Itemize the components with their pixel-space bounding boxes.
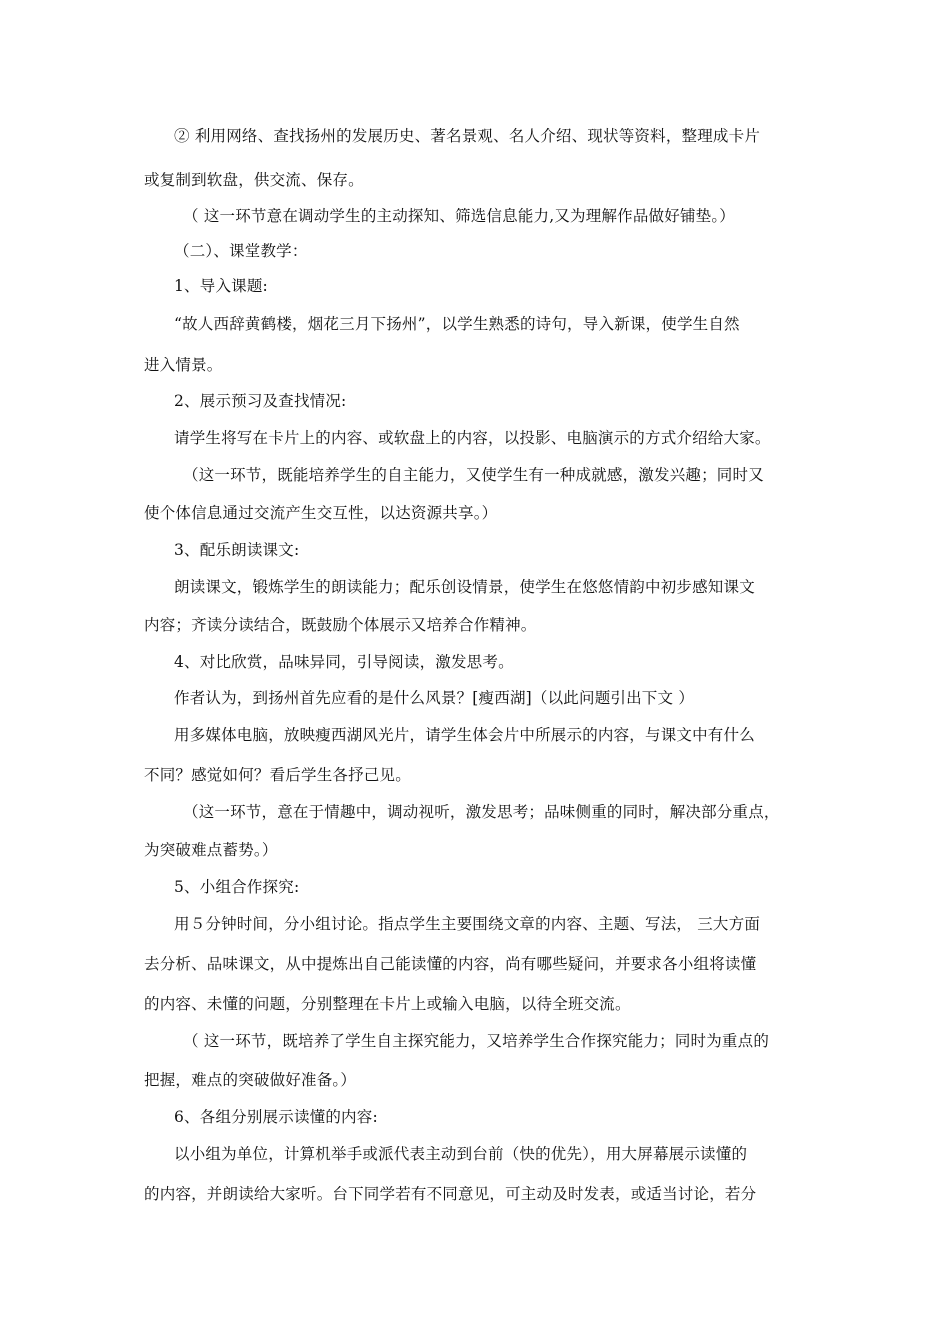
text-line: 内容；齐读分读结合，既鼓励个体展示又培养合作精神。 xyxy=(144,616,537,634)
text-line: 去分析、品味课文，从中提炼出自己能读懂的内容，尚有哪些疑问，并要求各小组将读懂 xyxy=(144,955,757,973)
text-line: 以小组为单位，计算机举手或派代表主动到台前（快的优先），用大屏幕展示读懂的 xyxy=(174,1145,748,1163)
text-line: （这一环节，意在于情趣中，调动视听，激发思考；品味侧重的同时，解决部分重点， xyxy=(183,803,780,821)
text-line: “故人西辞黄鹤楼，烟花三月下扬州”，以学生熟悉的诗句，导入新课，使学生自然 xyxy=(174,315,740,333)
text-line: 为突破难点蓄势。） xyxy=(144,841,278,859)
text-line: 5、小组合作探究: xyxy=(174,878,300,896)
text-line: 6、各组分别展示读懂的内容: xyxy=(174,1108,378,1126)
text-line: 4、对比欣赏，品味异同，引导阅读，激发思考。 xyxy=(174,653,514,671)
text-line: 3、配乐朗读课文: xyxy=(174,541,300,559)
text-line: 2、展示预习及查找情况: xyxy=(174,392,347,410)
text-line: 请学生将写在卡片上的内容、或软盘上的内容，以投影、电脑演示的方式介绍给大家。 xyxy=(174,429,771,447)
text-line: 的内容、未懂的问题，分别整理在卡片上或输入电脑，以待全班交流。 xyxy=(144,995,631,1013)
text-line: 进入情景。 xyxy=(144,356,223,374)
text-line: 朗读课文，锻炼学生的朗读能力；配乐创设情景，使学生在悠悠情韵中初步感知课文 xyxy=(174,578,755,596)
text-line: （二）、课堂教学： xyxy=(174,242,308,260)
text-line: 用５分钟时间，分小组讨论。指点学生主要围绕文章的内容、主题、写法， 三大方面 xyxy=(174,915,761,933)
text-line: （ 这一环节意在调动学生的主动探知、筛选信息能力,又为理解作品做好铺垫。） xyxy=(183,207,736,225)
text-line: ② 利用网络、查找扬州的发展历史、著名景观、名人介绍、现状等资料，整理成卡片 xyxy=(174,127,761,145)
text-line: 使个体信息通过交流产生交互性，以达资源共享。） xyxy=(144,504,498,522)
text-line: 的内容，并朗读给大家听。台下同学若有不同意见，可主动及时发表，或适当讨论，若分 xyxy=(144,1185,757,1203)
text-line: 或复制到软盘，供交流、保存。 xyxy=(144,171,364,189)
text-line: 不同？感觉如何？看后学生各抒己见。 xyxy=(144,766,411,784)
text-line: （ 这一环节，既培养了学生自主探究能力，又培养学生合作探究能力；同时为重点的 xyxy=(183,1032,770,1050)
text-line: 作者认为，到扬州首先应看的是什么风景？[瘦西湖]（以此问题引出下文 ） xyxy=(174,689,695,707)
text-line: 用多媒体电脑，放映瘦西湖风光片，请学生体会片中所展示的内容，与课文中有什么 xyxy=(174,726,755,744)
text-line: 把握，难点的突破做好准备。） xyxy=(144,1071,357,1089)
text-line: （这一环节，既能培养学生的自主能力，又使学生有一种成就感，激发兴趣；同时又 xyxy=(183,466,764,484)
text-line: 1、导入课题: xyxy=(174,277,268,295)
